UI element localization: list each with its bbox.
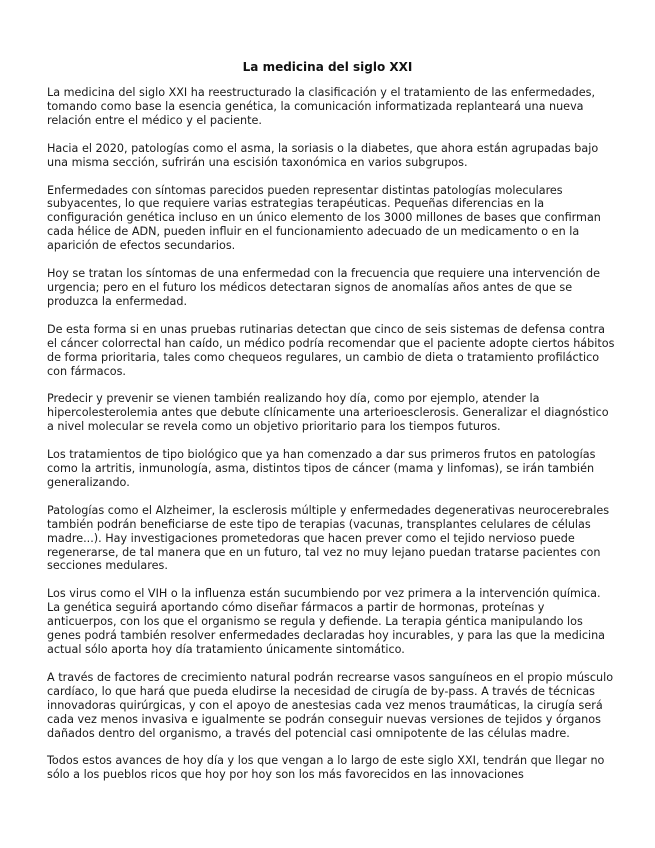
document-title: La medicina del siglo XXI: [242, 60, 413, 74]
paragraph: A través de factores de crecimiento natural podrán recrearse vasos sanguíneos en el propio músculo cardíaco, lo que hará que pueda eludirse la necesidad de cirugía de by-pass. A través de técnicas innovadoras quirúrgicas, y con el apoyo de anestesias cada vez menos traumáticas, la cirugía será cada vez menos invasiva e igualmente se podrán conseguir nuevas versiones de tejidos y órganos dañados dentro del organismo, a través del potencial casi omnipotente de las células madre.: [47, 670, 614, 740]
paragraph: Los virus como el VIH o la influenza están sucumbiendo por vez primera a la intervención química. La genética seguirá aportando cómo diseñar fármacos a partir de hormonas, proteínas y anticuerpos, con los que el organismo se regula y defiende. La terapia géntica manipulando los genes podrá también resolver enfermedades declaradas hoy incurables, y para las que la medicina actual sólo aporta hoy día tratamiento únicamente sintomático.: [47, 587, 606, 656]
paragraph: Predecir y prevenir se vienen también realizando hoy día, como por ejemplo, atender la hipercolesterolemia antes que debute clínicamente una arterioesclerosis. Generalizar el diagnóstico a nivel molecular se revela como un objetivo prioritario para los tiempos futuros.: [47, 392, 609, 434]
document-body: [47, 86, 617, 796]
paragraph: Los tratamientos de tipo biológico que ya han comenzado a dar sus primeros frutos en patologías como la artritis, inmunología, asma, distintos tipos de cáncer (mama y linfomas), se irán también generalizando.: [47, 448, 596, 489]
paragraph: Todos estos avances de hoy día y los que vengan a lo largo de este siglo XXI, tendrán que llegar no sólo a los pueblos ricos que hoy por hoy son los más favorecidos en las innovaciones: [47, 754, 605, 782]
paragraph: La medicina del siglo XXI ha reestructurado la clasificación y el tratamiento de las enfermedades, tomando como base la esencia genética, la comunicación informatizada replanteará una nueva relación entre el médico y el paciente.: [47, 86, 596, 127]
paragraph: Hoy se tratan los síntomas de una enfermedad con la frecuencia que requiere una intervención de urgencia; pero en el futuro los médicos detectaran signos de anomalías años antes de que se produzca la enfermedad.: [47, 267, 600, 308]
paragraph: Hacia el 2020, patologías como el asma, la soriasis o la diabetes, que ahora están agrupadas bajo una misma sección, sufrirán una escisión taxonómica en varios subgrupos.: [47, 141, 599, 169]
paragraph: Patologías como el Alzheimer, la esclerosis múltiple y enfermedades degenerativas neurocerebrales también podrán beneficiarse de este tipo de terapias (vacunas, transplantes celulares de células madre...). Hay investigaciones prometedoras que hacen prever como el tejido nervioso puede regenerarse, de tal manera que en un futuro, tal vez no muy lejano puedan tratarse pacientes con secciones medulares.: [47, 503, 610, 573]
paragraph: Enfermedades con síntomas parecidos pueden representar distintas patologías moleculares subyacentes, lo que requiere varias estrategias terapéuticas. Pequeñas diferencias en la configuración genética incluso en un único elemento de los 3000 millones de bases que confirman cada hélice de ADN, pueden influir en el funcionamiento adecuado de un medicamento o en la aparición de efectos secundarios.: [47, 183, 601, 253]
paragraph: De esta forma si en unas pruebas rutinarias detectan que cinco de seis sistemas de defensa contra el cáncer colorrectal han caído, un médico podría recomendar que el paciente adopte ciertos hábitos de forma prioritaria, tales como chequeos regulares, un cambio de dieta o tratamiento profiláctico con fármacos.: [47, 322, 615, 378]
